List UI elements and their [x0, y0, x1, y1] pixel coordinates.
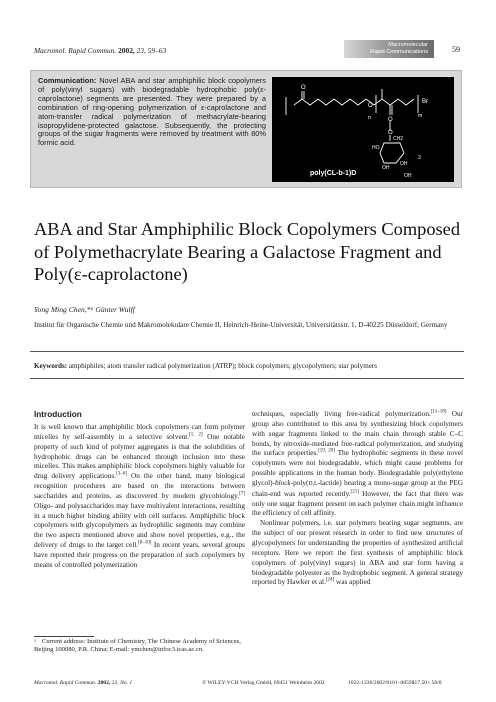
label-n: n — [368, 115, 371, 121]
structure-drawing — [272, 77, 454, 182]
running-header — [34, 46, 166, 55]
footer-year: 2002, — [97, 680, 111, 686]
divider-bottom — [30, 378, 464, 379]
footnote-text: Current address: Institute of Chemistry, The Chinese Academy of Sciences, Beijing 100080, P.R. China; E-mail: ymchen@infoc3.icas.ac.cn. — [34, 638, 241, 654]
journal-badge — [344, 40, 434, 58]
article-title: ABA and Star Amphiphilic Block Copolymers Composed of Polymethacrylate Bearing a Galactose Fragment and Poly(ε-caprolactone) — [34, 219, 461, 284]
scheme-caption: poly(CL-b-1)D — [310, 170, 357, 177]
body-column-right: techniques, especially living free-radical polymerization.[11–18] Our group also contributed to this area by synthesizing block copolymers with sugar fragments linked to the main chain through stable C–C bonds, by nitroxide-mediated free-radical polymerization, and studying the surface properties.[19, 20] The hydrophobic segments in these novel copolymers were not biodegradable, which might cause problems for possible applications in the human body. Biodegradable poly(ethylene glycol)-block-poly(D,L-lactide) bearing a mono-sugar group at the PEG chain-end was reported recently.[21] However, the fact that there was only one sugar fragment present on each polymer chain might influence the efficiency of cell affinity. Nonlinear polymers, i.e. star polymers bearing sugar segments, are the subject of our present research in order to find new structures of glycopolymers for understanding the properties of synthesized artificial receptors. Here we report the first synthesis of amphiphilic block copolymers of poly(vinyl sugars) in ABA and star form having a biodegradable polyester as the hydrophobic segment. A general strategy reported by Hawker et al.[24] was applied — [252, 409, 464, 587]
section-heading: Introduction — [34, 410, 82, 419]
journal-year: 2002, — [118, 46, 135, 55]
label-o3: O — [388, 117, 393, 123]
abstract-body: Novel ABA and star amphiphilic block copolymers of poly(vinyl sugars) with biodegradable hydrophobic poly(ε-caprolactone) segments are presented. They were prepared by a combination of ring-opening polymerization of ε-caprolactone and atom-transfer radical polymerization of methacrylate-bearing isopropylidene-protected galactose. Subsequently, the protecting groups of the sugar fragments were removed by treatment with 80% formic acid. — [38, 76, 266, 148]
page-number: 59 — [452, 45, 460, 54]
label-ch2: CH2 — [393, 136, 404, 142]
label-three: 3 — [418, 155, 421, 161]
footnote-rule — [34, 636, 94, 637]
label-ho: HO — [372, 145, 380, 151]
label-o4: O — [388, 130, 393, 136]
footer-publisher: © WILEY-VCH Verlag GmbH, 69451 Weinheim 2002 — [202, 680, 325, 686]
footnote — [34, 638, 245, 655]
footer-journal: Macromol. Rapid Commun. — [34, 680, 97, 686]
badge-line-1: Macromolecular — [388, 42, 428, 48]
authors: Yong Ming Chen,*ᵃ Günter Wulff — [34, 305, 135, 314]
keywords — [34, 362, 454, 370]
badge-line-2: Rapid Communications — [370, 49, 428, 55]
footnote-mark: ᵃ — [34, 638, 36, 645]
abstract-text — [38, 77, 266, 148]
chemical-structure-image — [272, 77, 454, 182]
keywords-list: amphiphiles; atom transfer radical polymerization (ATRP); block copolymers; glycopolymers; star polymers — [67, 362, 377, 370]
label-m: m — [418, 113, 423, 119]
label-br: Br — [422, 99, 428, 105]
label-oh1: OH — [382, 165, 390, 171]
label-oh2: OH — [400, 161, 408, 167]
label-o1: O — [301, 85, 306, 91]
abstract-lead: Communication: — [38, 76, 97, 85]
journal-volume-pages: 23, 59–63 — [136, 46, 167, 55]
footer-issue: 23, No. 1 — [111, 680, 133, 686]
body-column-left: It is well known that amphiphilic block copolymers can form polymer micelles by self-assembly in a selective solvent.[1, 2] One notable property of such kind of polymer aggregates is that the solubilities of hydrophobic drugs can be enhanced through inclusion into these micelles. This makes amphiphilic block copolymers highly valuable for drug delivery applications.[3–6] On the other hand, many biological recognition procedures are based on the interactions between saccharides and proteins, as discovered by modern glycobiology.[7] Oligo- and polysaccharides may have multivalent interactions, resulting in a much higher binding ability with cell surfaces. Amphiphilic block copolymers with glycopolymers as hydrophilic segments may combine the two aspects mentioned above and show novel properties, e.g., the delivery of drugs to the target cell.[8–10] In recent years, several groups have reported their progress on the preparation of such copolymers by means of controlled polymerization — [34, 423, 246, 569]
divider-top — [30, 351, 464, 352]
journal-name: Macromol. Rapid Commun. — [34, 46, 117, 55]
affiliation: Institut für Organische Chemie und Makromolekulare Chemie II, Heinrich-Heine-Universität, Universitätsstr. 1, D-40225 Düsseldorf, Germany — [34, 321, 448, 329]
label-o2: O — [368, 103, 373, 109]
footer-citation — [34, 680, 132, 686]
label-oh3: OH — [404, 173, 412, 179]
keywords-label: Keywords: — [34, 362, 68, 370]
footer-code: 1022-1336/2002/0101–0059$17.50+.50/0 — [348, 680, 442, 686]
